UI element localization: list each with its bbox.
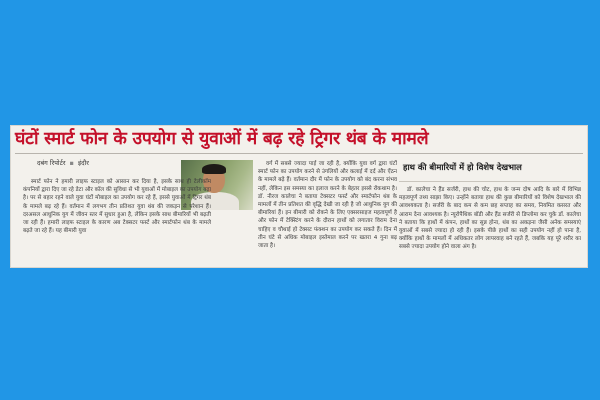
column-3-text: डॉ. कालेचा ने हैंड सर्जरी, हाथ की चोट, हाथ के जन्म दोष आदि के बारे में विभिन्न महत्वपूर्ण तथ्य साझा किए। उन्होंने बताया हाथ की कुछ बीमारियों को विशेष देखभाल की आवश्यकता है। सर्जरी के बाद कम से कम छह सप्ताह का समय, नियमित कसरत और आराम देना आवश्यक है। न्यूरोपैथिक बॉडी और हैंड सर्जरी से डिप्लोमा कर चुके डॉ. कालेचा ने बताया कि हाथों में कंपन, हाथों का सुन्न होना, थंब का अकड़ना जैसी अनेक समस्याएं युवाओं में सबसे ज्यादा हो रही हैं। इसके पीछे हाथों का सही उपयोग नहीं हो पाना है, क्योंकि हाथों के मामलों में अधिकतर लोग लापरवाह बने रहते हैं, जबकि यह पूरे शरीर का सबसे ज्यादा उपयोग होने वाला अंग है। — [399, 187, 581, 251]
article-column-1 — [23, 178, 211, 266]
subheading: हाथ की बीमारियों में हो विशेष देखभाल — [403, 162, 522, 172]
dateline-city: इंदौर — [77, 159, 89, 167]
article-column-2 — [214, 160, 397, 266]
headline-rule — [15, 153, 583, 154]
newspaper-clipping — [10, 125, 588, 268]
column-1-text: स्मार्ट फोन ने हमारी लाइफ स्टाइल को आसान कर दिया है, इसके साथ ही टेलीकॉम कंपनियों द्वारा दिए जा रहे डेटा और कॉल की सुविधा से भी युवाओं में मोबाइल का उपयोग बढ़ा है। पर से बहार रहने वाले युवा घंटों मोबाइल का उपयोग कर रहे हैं, इससे युवाओं में ट्रिगर थंब के मामले बढ़ रहे हैं। वर्तमान में लगभग तीन प्रतिशत युवा थंब की जकड़न से परेशान हैं। दरअसल आधुनिक युग में जीवन स्तर में सुधार हुआ है, लेकिन इसके साथ बीमारियों भी बढ़ती जा रही हैं। हमारी लाइफ स्टाइल के कारण अब टेक्सटर फर्स्ट और स्मार्टफोन थंब के मामले बढ़ते जा रहे हैं। यह बीमारी युवा — [23, 179, 211, 235]
headline: घंटों स्मार्ट फोन के उपयोग से युवाओं में बढ़ रहे ट्रिगर थंब के मामले — [15, 129, 429, 149]
article-column-3 — [399, 186, 581, 266]
byline-separator: ▪ — [69, 159, 74, 167]
subheading-rule — [399, 181, 581, 182]
column-2-text: वर्ग में सबसे ज्यादा पाई जा रही है, क्योंकि युवा वर्ग द्वारा घंटों स्मार्ट फोन का उपयोग करने से उंगलियों और कलाई में दर्द और ऐंठन के मामले बढ़े हैं। वर्तमान दौर में फोन के उपयोग को बंद करना संभव नहीं, लेकिन इस समस्या का इलाज करने के बेहतर इससे रोकथाम है। डॉ. नीरज कालेचा ने बताया टेक्सटर फर्स्ट और स्मार्टफोन थंब के मामलों में तीन प्रतिशत की वृद्धि देखी जा रही है जो आधुनिक युग की बीमारियां हैं। इन बीमारी को रोकने के लिए एक्सरसाइज महत्वपूर्ण है और फोन में टेक्स्टिंग करने के दौरान हाथों को लगातार विराम देना चाहिए व चौथाई हो टेक्सट फंक्शन का उपयोग कर सकते हैं। दिन में तीन घंटे से अधिक मोबाइल इस्तेमाल करने पर खतरा 4 गुना बढ़ जाता है। — [258, 161, 397, 250]
byline — [37, 158, 89, 167]
reporter-name: दबंग रिपोर्टर — [37, 159, 66, 167]
